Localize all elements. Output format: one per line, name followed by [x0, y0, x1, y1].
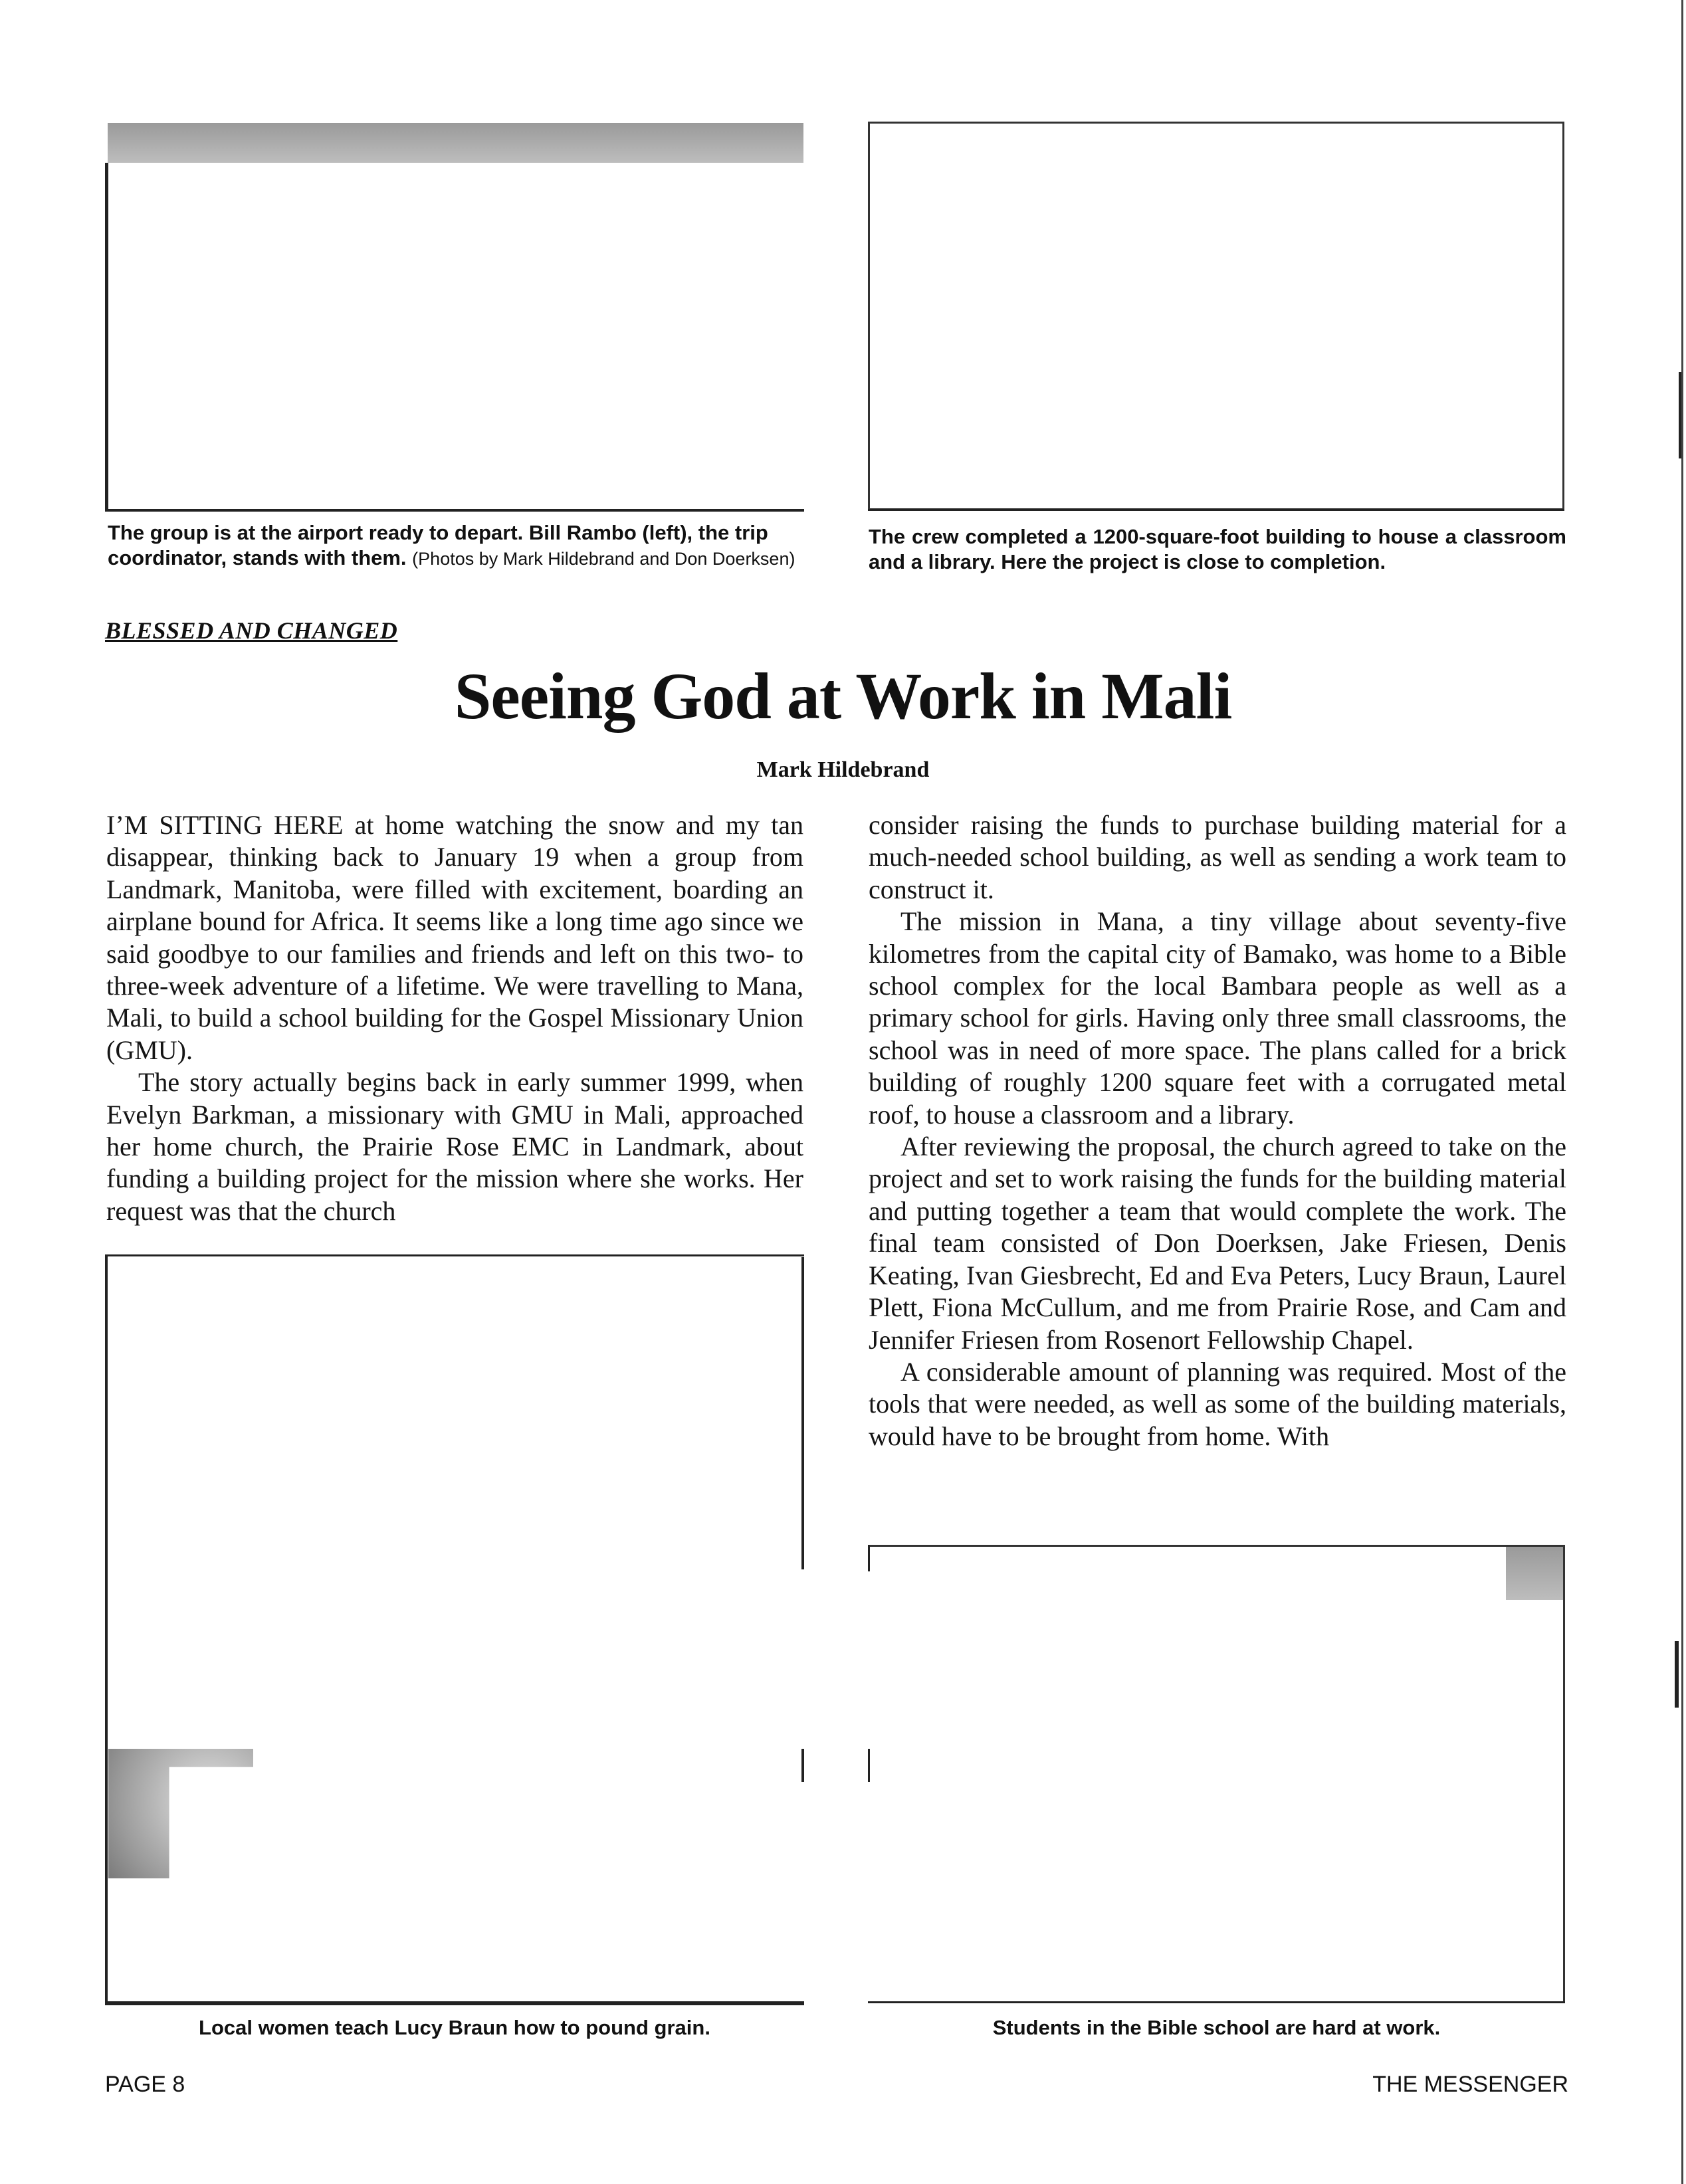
building-photo: [868, 122, 1564, 510]
article-left-column: [106, 809, 803, 1227]
grain-photo-rule: [105, 2001, 804, 2003]
students-photo-fragment: [1506, 1547, 1563, 1600]
paragraph: I’M SITTING HERE at home watching the snow and my tan disappear, thinking back to January 19 when a group from Landmark, Manitoba, were filled with excitement, boarding an airplane bound for Africa. It seems like a long time ago since we said goodbye to our families and friends and left on this two- to three-week adventure of a lifetime. We were travelling to Mana, Mali, to build a school building for the Gospel Missionary Union (GMU).: [106, 810, 803, 1065]
grain-photo: [105, 1254, 804, 2005]
scan-edge-mark: [1675, 1641, 1679, 1708]
building-photo-rule: [868, 509, 1564, 511]
publication-name: THE MESSENGER: [1372, 2072, 1568, 2097]
paragraph: A considerable amount of planning was required. Most of the tools that were needed, as well as some of the building materials, would have to be brought from home. With: [869, 1356, 1566, 1451]
grain-caption: Local women teach Lucy Braun how to pound grain.: [199, 2016, 710, 2039]
scan-edge-mark: [1681, 0, 1683, 2184]
students-photo-edge: [868, 1545, 870, 1571]
building-caption: The crew completed a 1200-square-foot building to house a classroom and a library. Here the project is close to completion.: [869, 525, 1566, 573]
airport-caption-credit: (Photos by Mark Hildebrand and Don Doerksen): [412, 549, 795, 569]
airport-photo-strip: [108, 123, 803, 163]
airport-caption-text: The group is at the airport ready to depart. Bill Rambo (left), the trip coordinator, stands with them.: [108, 521, 768, 569]
grain-photo-edge: [801, 1257, 804, 1569]
students-caption: Students in the Bible school are hard at work.: [992, 2016, 1441, 2039]
students-photo-edge: [868, 1749, 870, 1782]
grain-photo-edge: [801, 1749, 804, 1782]
paragraph: The mission in Mana, a tiny village about seventy-five kilometres from the capital city of Bamako, was home to a Bible school complex for the local Bambara people as well as a primary school for girls. Having only three small classrooms, the school was in need of more space. The plans called for a brick building of roughly 1200 square feet with a corrugated metal roof, to house a classroom and a library.: [869, 906, 1566, 1130]
page-number: PAGE 8: [105, 2072, 185, 2097]
students-photo: [868, 1545, 1565, 2003]
airport-photo: [105, 163, 804, 512]
paragraph: The story actually begins back in early summer 1999, when Evelyn Barkman, a missionary with GMU in Mali, approached her home church, the Prairie Rose EMC in Landmark, about funding a building project for the mission where she works. Her request was that the church: [106, 1067, 803, 1226]
paragraph: After reviewing the proposal, the church agreed to take on the project and set to work raising the funds for the building material and putting together a team that would complete the work. The final team consisted of Don Doerksen, Jake Friesen, Denis Keating, Ivan Giesbrecht, Ed and Eva Peters, Lucy Braun, Laurel Plett, Fiona McCullum, and me from Prairie Rose, and Cam and Jennifer Friesen from Rosenort Fellowship Chapel.: [869, 1132, 1566, 1355]
students-photo-rule: [868, 2001, 1565, 2003]
paragraph: consider raising the funds to purchase building material for a much-needed school building, as well as sending a work team to construct it.: [869, 810, 1566, 904]
article-title: Seeing God at Work in Mali: [454, 659, 1232, 733]
airport-caption: [108, 520, 832, 571]
article-kicker: BLESSED AND CHANGED: [105, 617, 398, 644]
article-author: Mark Hildebrand: [756, 757, 930, 782]
article-right-column: [869, 809, 1566, 1452]
